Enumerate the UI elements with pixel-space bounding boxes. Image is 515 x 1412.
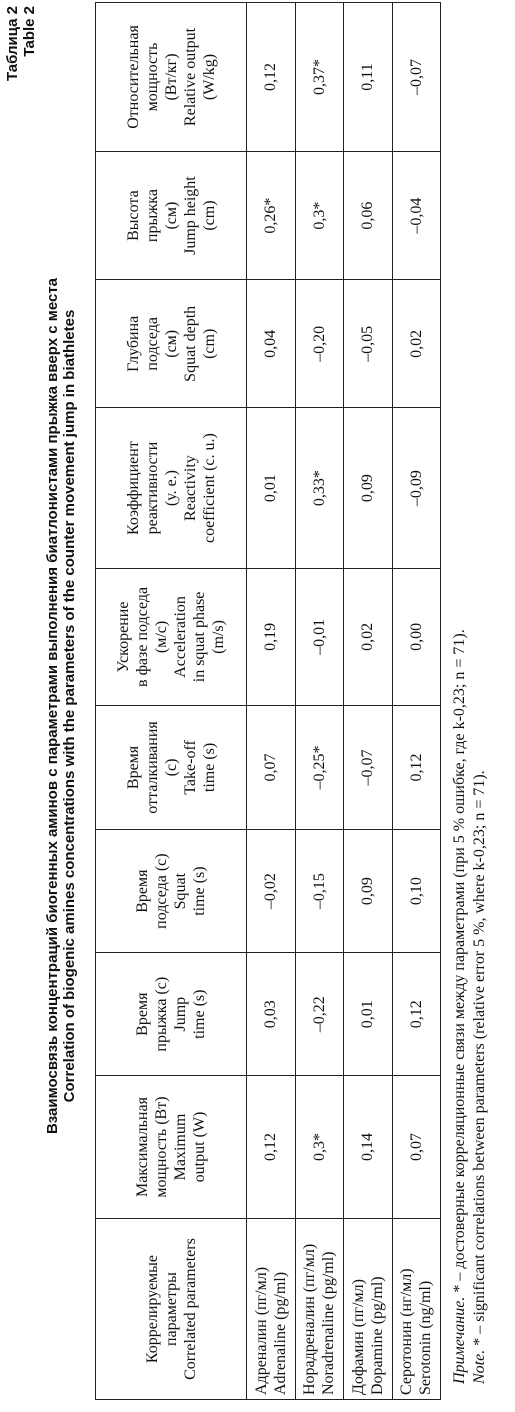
header-line: time (s) (200, 742, 218, 793)
header-line: Время (124, 745, 142, 790)
table-cell: 0,10 (392, 829, 441, 953)
header-line: Ускорение (115, 601, 132, 673)
table-cell: –0,09 (392, 408, 441, 568)
header-line: (у. е.) (162, 470, 180, 507)
table-cell: 0,33* (295, 408, 344, 568)
table-row (392, 3, 441, 1400)
column-header (96, 568, 247, 705)
header-line: coefficient (c. u.) (200, 433, 218, 544)
table-row (247, 3, 296, 1400)
header-line: Время (134, 869, 151, 913)
note-en (470, 4, 490, 1384)
table-cell: –0,07 (344, 706, 393, 830)
table-cell: 0,12 (392, 706, 441, 830)
header-line: (cm) (200, 328, 218, 359)
title-en: Correlation of biogenic amines concentrations with the parameters of the counter movement jump in biathletes (61, 309, 78, 1103)
table-cell: –0,22 (295, 953, 344, 1076)
header-line: в фазе подседа (134, 586, 151, 687)
column-header (96, 829, 247, 953)
table-cell: 0,03 (247, 953, 296, 1076)
header-line: Relative output (181, 27, 199, 127)
table-note (450, 4, 490, 1384)
header-line: (с) (162, 758, 180, 777)
table-cell: 0,04 (247, 280, 296, 408)
table-cell: –0,15 (295, 829, 344, 953)
header-line: Correlated parameters (181, 1238, 199, 1380)
row-label-line: Adrenaline (pg/ml) (271, 1271, 289, 1395)
header-line: (cm) (200, 200, 218, 231)
note-en-text: * – significant correlations between parameters (relative error 5 %, where k-0,23; n = 71). (471, 770, 488, 1350)
table-cell: 0,01 (344, 953, 393, 1076)
column-header (96, 151, 247, 279)
table-cell: –0,01 (295, 568, 344, 705)
header-line: Jump height (181, 176, 199, 255)
note-en-lead: Note. (471, 1349, 488, 1384)
table-cell: 0,07 (247, 706, 296, 830)
header-line: подседа (с) (153, 853, 170, 929)
table-cell: 0,14 (344, 1075, 393, 1218)
table-cell: 0,37* (295, 3, 344, 152)
table-number (4, 6, 38, 81)
header-line: Глубина (124, 315, 142, 372)
row-label-line: Noradrenaline (pg/ml) (320, 1251, 338, 1395)
header-line: прыжка (143, 189, 161, 243)
header-line: мощность (143, 42, 161, 112)
header-line: Jump (172, 996, 189, 1032)
header-line: (W/kg) (200, 53, 218, 101)
table-cell: 0,3* (295, 1075, 344, 1218)
column-header (96, 953, 247, 1076)
table-cell: –0,20 (295, 280, 344, 408)
note-ru-text: * – достоверные корреляционные связи между параметрами (при 5 % ошибке, где k-0,23; n = 71). (451, 629, 468, 1297)
table-cell: 0,3* (295, 151, 344, 279)
header-line: time (s) (191, 989, 208, 1039)
row-label (247, 1219, 296, 1400)
table-cell: 0,09 (344, 829, 393, 953)
table-row (295, 3, 344, 1400)
table-cell: 0,01 (247, 408, 296, 568)
column-header (96, 280, 247, 408)
header-line: (см) (162, 201, 180, 230)
title-ru: Взаимосвязь концентраций биогенных аминов с параметрами выполнения биатлонистами прыжка вверх с места (44, 277, 61, 1135)
table-label-ru: Таблица 2 (4, 6, 21, 82)
header-line: прыжка (с) (153, 976, 170, 1052)
row-label-line: Serotonin (ng/ml) (417, 1280, 435, 1395)
column-header (96, 706, 247, 830)
table-cell: 0,12 (247, 3, 296, 152)
row-label-line: Серотонин (нг/мл) (398, 1268, 416, 1395)
header-line: (м/с) (153, 620, 170, 654)
header-line: Reactivity (181, 455, 199, 521)
table-cell: 0,12 (392, 953, 441, 1076)
header-line: Высота (124, 190, 142, 241)
column-header (96, 1075, 247, 1218)
header-line: Squat depth (181, 305, 199, 382)
table-cell: 0,11 (344, 3, 393, 152)
table-cell: –0,02 (247, 829, 296, 953)
header-line: Maximum (172, 1113, 189, 1181)
header-line: реактивности (143, 441, 161, 535)
header-line: Коррелируемые (143, 1254, 161, 1364)
header-line: Время (134, 992, 151, 1036)
column-header (96, 408, 247, 568)
header-row (96, 3, 247, 1400)
table-cell: 0,12 (247, 1075, 296, 1218)
table-cell: 0,00 (392, 568, 441, 705)
header-line: (см) (162, 329, 180, 358)
row-label (392, 1219, 441, 1400)
table-body (247, 3, 441, 1400)
header-correlated-parameters (96, 1219, 247, 1400)
header-line: (m/s) (210, 620, 227, 654)
header-line: (Вт/кг) (162, 53, 180, 101)
table-cell: –0,04 (392, 151, 441, 279)
table-cell: 0,06 (344, 151, 393, 279)
row-label-line: Дофамин (пг/мл) (349, 1279, 367, 1395)
row-label (344, 1219, 393, 1400)
table-row (344, 3, 393, 1400)
header-line: Squat (172, 872, 189, 910)
header-line: параметры (162, 1272, 180, 1347)
header-line: Коэффициент (124, 441, 142, 535)
header-line: output (W) (191, 1111, 208, 1183)
table-cell: 0,07 (392, 1075, 441, 1218)
header-line: Acceleration (172, 596, 189, 678)
header-line: отталкивания (143, 721, 161, 814)
note-ru (450, 4, 470, 1384)
header-line: Take-off (181, 740, 199, 795)
correlation-table (95, 2, 441, 1400)
header-line: in squat phase (191, 591, 208, 683)
table-title (44, 0, 78, 1412)
row-label-line: Адреналин (пг/мл) (252, 1266, 270, 1395)
header-line: подседа (143, 316, 161, 371)
table-cell: 0,02 (392, 280, 441, 408)
table-cell: –0,25* (295, 706, 344, 830)
table-cell: 0,19 (247, 568, 296, 705)
row-label-line: Норадреналин (пг/мл) (301, 1243, 319, 1395)
row-label (295, 1219, 344, 1400)
header-line: Максимальная (134, 1097, 151, 1197)
table-cell: 0,02 (344, 568, 393, 705)
header-line: time (s) (191, 866, 208, 916)
table-cell: –0,07 (392, 3, 441, 152)
note-ru-lead: Примечание. (451, 1296, 468, 1384)
header-line: Относительная (124, 25, 142, 129)
table-cell: 0,09 (344, 408, 393, 568)
table-cell: 0,26* (247, 151, 296, 279)
table-label-en: Table 2 (21, 6, 38, 57)
row-label-line: Dopamine (pg/ml) (368, 1276, 386, 1395)
header-line: мощность (Вт) (153, 1096, 170, 1198)
column-header (96, 3, 247, 152)
table-cell: –0,05 (344, 280, 393, 408)
